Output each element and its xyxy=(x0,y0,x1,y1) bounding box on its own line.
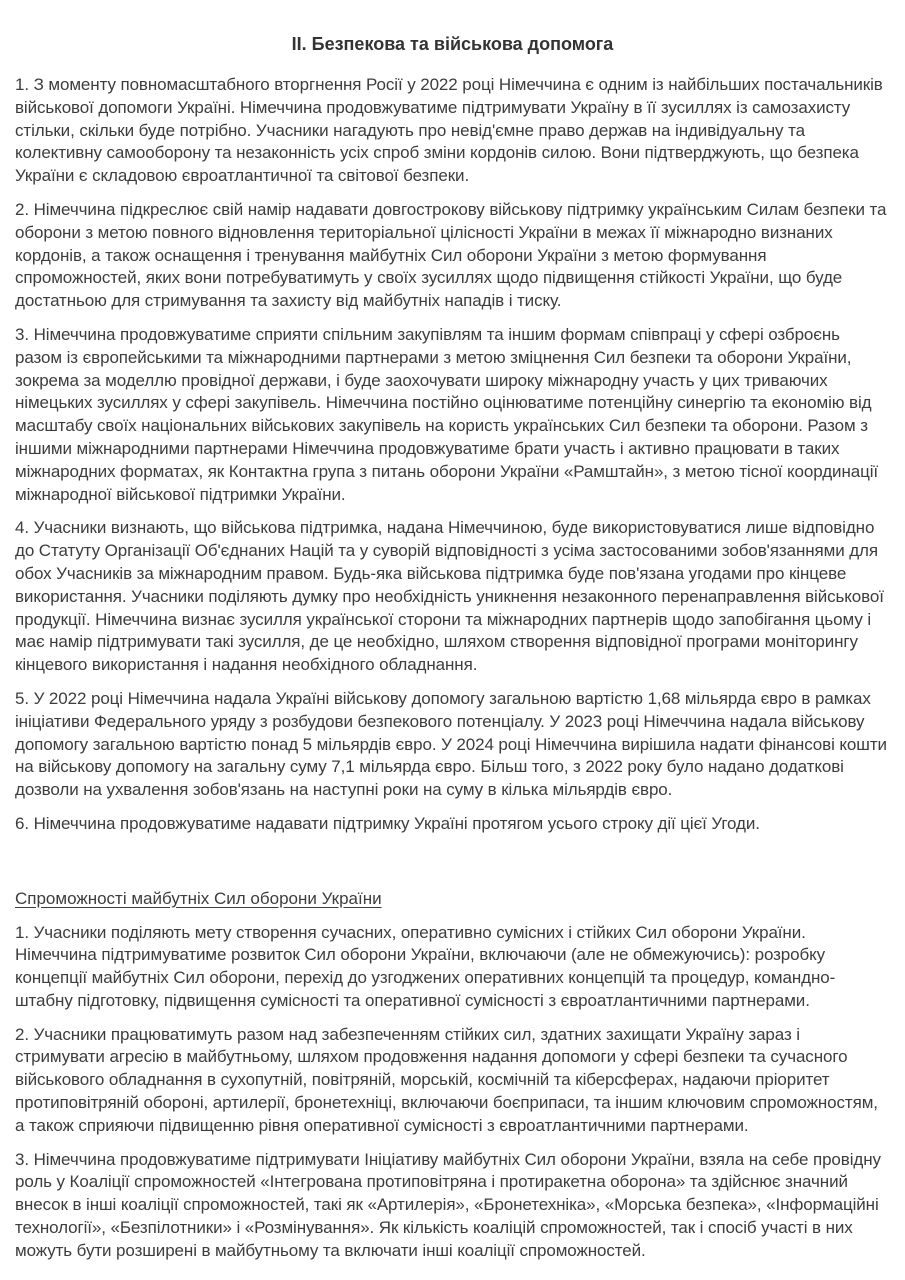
intro-paragraph-3: 3. Німеччина продовжуватиме сприяти спільним закупівлям та іншим формам співпраці у сфері озброєнь разом із європейськими та міжнародними партнерами з метою зміцнення Сил безпеки та оборони України, зокрема за моделлю провідної держави, і буде заохочувати широку міжнародну участь у цих триваючих німецьких зусиллях у сфері закупівель. Німеччина постійно оцінюватиме потенційну синергію та економію від масштабу своїх національних військових закупівель на користь українських Сил безпеки та оборони. Разом з іншими міжнародними партнерами Німеччина продовжуватиме брати участь і активно працювати в таких міжнародних форматах, як Контактна група з питань оборони України «Рамштайн», з метою тісної координації міжнародної військової підтримки України. xyxy=(15,324,879,504)
capabilities-paragraph-2: 2. Учасники працюватимуть разом над забезпеченням стійких сил, здатних захищати Україну зараз і стримувати агресію в майбутньому, шляхом продовження надання допомоги у сфері безпеки та сучасного військового обладнання в сухопутній, повітряній, морській, космічній та кіберсферах, надаючи пріоритет протиповітряній обороні, артилерії, бронетехніці, включаючи боєприпаси, та іншим ключовим спроможностям, а також сприяючи підвищенню рівня оперативної сумісності з євроатлантичними партнерами. xyxy=(15,1024,878,1135)
capabilities-paragraph-3: 3. Німеччина продовжуватиме підтримувати Ініціативу майбутніх Сил оборони України, взяла на себе провідну роль у Коаліції спроможностей «Інтегрована протиповітряна і протиракетна оборона» та здійснює значний внесок в інші коаліції спроможностей, такі як «Артилерія», «Бронетехніка», «Морська безпека», «Інформаційні технології», «Безпілотники» і «Розмінування». Як кількість коаліцій спроможностей, так і спосіб участі в них можуть бути розширені в майбутньому та включати інші коаліції спроможностей. xyxy=(15,1149,881,1260)
intro-paragraph-5: 5. У 2022 році Німеччина надала Україні військову допомогу загальною вартістю 1,68 мільярда євро в рамках ініціативи Федерального уряду з розбудови безпекового потенціалу. У 2023 році Німеччина надала військову допомогу загальною вартістю понад 5 мільярдів євро. У 2024 році Німеччина вирішила надати фінансові кошти на військову допомогу на загальну суму 7,1 мільярда євро. Більш того, з 2022 року було надано додаткові дозволи на ухвалення зобов'язань на наступні роки на суму в кілька мільярдів євро. xyxy=(15,688,887,800)
capabilities-paragraph-1: 1. Учасники поділяють мету створення сучасних, оперативно сумісних і стійких Сил оборони України. Німеччина підтримуватиме розвиток Сил оборони України, включаючи (але не обмежуючись): розробку концепції майбутніх Сил оборони, перехід до узгоджених оперативних концепцій та процедур, командно-штабну підготовку, підвищення сумісності та оперативної сумісності з євроатлантичними партнерами. xyxy=(15,922,836,1010)
document-title: II. Безпекова та військова допомога xyxy=(291,34,614,54)
intro-paragraph-1: 1. З моменту повномасштабного вторгнення Росії у 2022 році Німеччина є одним із найбільших постачальників військової допомоги Україні. Німеччина продовжуватиме підтримувати Україну в її зусиллях із самозахисту стільки, скільки буде потрібно. Учасники нагадують про невід'ємне право держав на індивідуальну та колективну самооборону та незаконність усіх спроб зміни кордонів силою. Вони підтверджують, що безпека України є складовою євроатлантичної та світової безпеки. xyxy=(15,75,883,186)
intro-paragraph-6: 6. Німеччина продовжуватиме надавати підтримку Україні протягом усього строку дії цієї Угоди. xyxy=(15,813,760,833)
intro-paragraph-4: 4. Учасники визнають, що військова підтримка, надана Німеччиною, буде використовуватися лише відповідно до Статуту Організації Об'єднаних Націй та у суворій відповідності з усіма застосованими зобов'язаннями для обох Учасників за міжнародним правом. Будь-яка військова підтримка буде пов'язана угодами про кінцеве використання. Учасники поділяють думку про необхідність уникнення незаконного перенаправлення військової продукції. Німеччина визнає зусилля української сторони та міжнародних партнерів щодо запобігання цьому і має намір підтримувати такі зусилля, де це необхідно, шляхом створення відповідної програми моніторингу кінцевого використання і надання необхідного обладнання. xyxy=(15,518,884,675)
intro-paragraph-2: 2. Німеччина підкреслює свій намір надавати довгострокову військову підтримку українським Силам безпеки та оборони з метою повного відновлення територіальної цілісності України в межах її міжнародно визнаних кордонів, а також оснащення і тренування майбутніх Сил оборони України з метою формування спроможностей, яких вони потребуватимуть у своїх зусиллях щодо підвищення стійкості України, що буде достатньою для стримування та захисту від майбутніх нападів і тиску. xyxy=(15,199,887,311)
capabilities-section-heading: Спроможності майбутніх Сил оборони України xyxy=(15,888,382,908)
